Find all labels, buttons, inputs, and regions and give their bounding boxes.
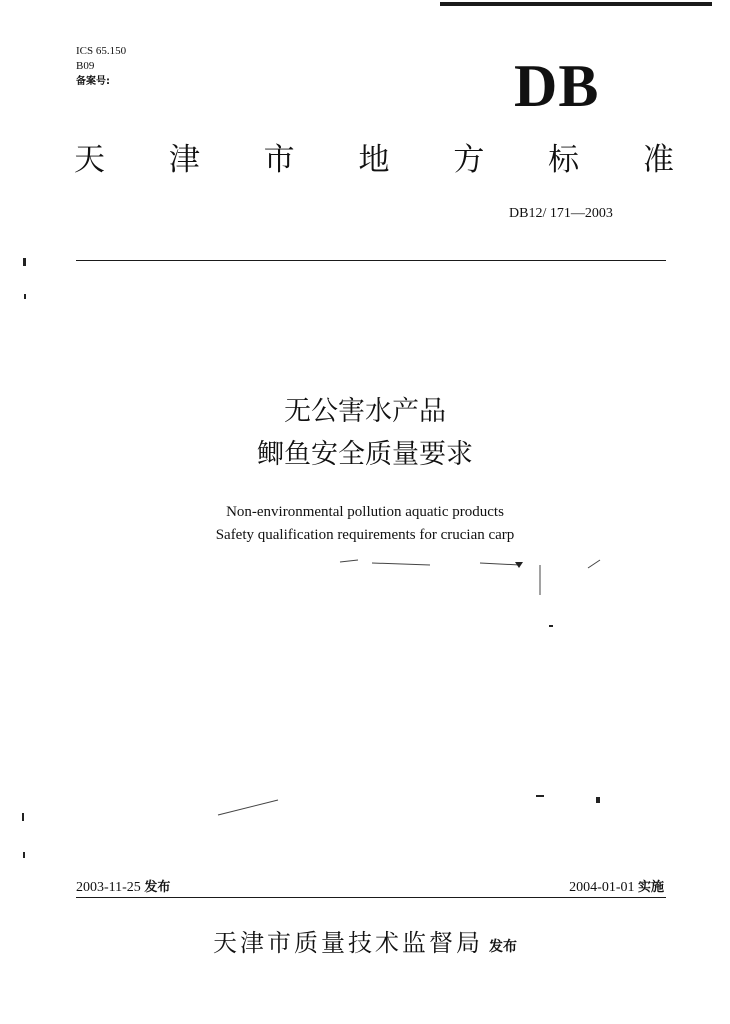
scan-streak <box>218 800 278 815</box>
scan-speck <box>22 813 24 821</box>
scan-speck <box>536 795 544 797</box>
issue-date: 2003-11-25 <box>76 880 141 895</box>
publisher-action: 发布 <box>489 939 517 955</box>
issue-label: 发布 <box>144 880 171 895</box>
scan-speck <box>24 294 26 299</box>
title-chinese-line2: 鲫鱼安全质量要求 <box>257 439 473 470</box>
scan-speck <box>596 797 600 803</box>
category-code: B09 <box>76 60 95 72</box>
standard-type-char: 方 <box>453 142 485 178</box>
implementation-label: 实施 <box>637 880 664 895</box>
publisher-line <box>0 923 730 958</box>
scan-streak <box>340 560 358 562</box>
title-english-line1: Non-environmental pollution aquatic products <box>226 504 504 520</box>
standard-number: DB12/ 171—2003 <box>509 206 613 221</box>
db-standard-mark: DB <box>514 53 600 119</box>
footer-divider <box>76 897 666 898</box>
ics-code: ICS 65.150 <box>76 45 127 57</box>
publisher-organization: 天津市质量技术监督局 <box>213 929 483 957</box>
standard-type-char: 天 <box>74 142 105 178</box>
scan-streak <box>372 563 430 565</box>
scan-streak <box>588 560 600 568</box>
implementation-date: 2004-01-01 <box>569 880 635 895</box>
standard-type-char: 市 <box>263 142 295 178</box>
title-english-line2: Safety qualification requirements for crucian carp <box>215 527 515 543</box>
title-chinese-line1: 无公害水产品 <box>284 396 446 427</box>
scan-speck <box>23 852 25 858</box>
standard-type-char: 准 <box>642 142 674 178</box>
scan-speck <box>549 625 553 627</box>
implementation-date-block <box>569 876 664 896</box>
filing-number-label: 备案号: <box>76 76 110 87</box>
standard-type-char: 地 <box>358 142 390 178</box>
standard-type-char: 标 <box>548 142 580 178</box>
scan-streak <box>480 563 520 565</box>
scan-speck <box>23 258 26 266</box>
issue-date-block <box>76 876 170 896</box>
standard-type-char: 津 <box>168 142 200 178</box>
